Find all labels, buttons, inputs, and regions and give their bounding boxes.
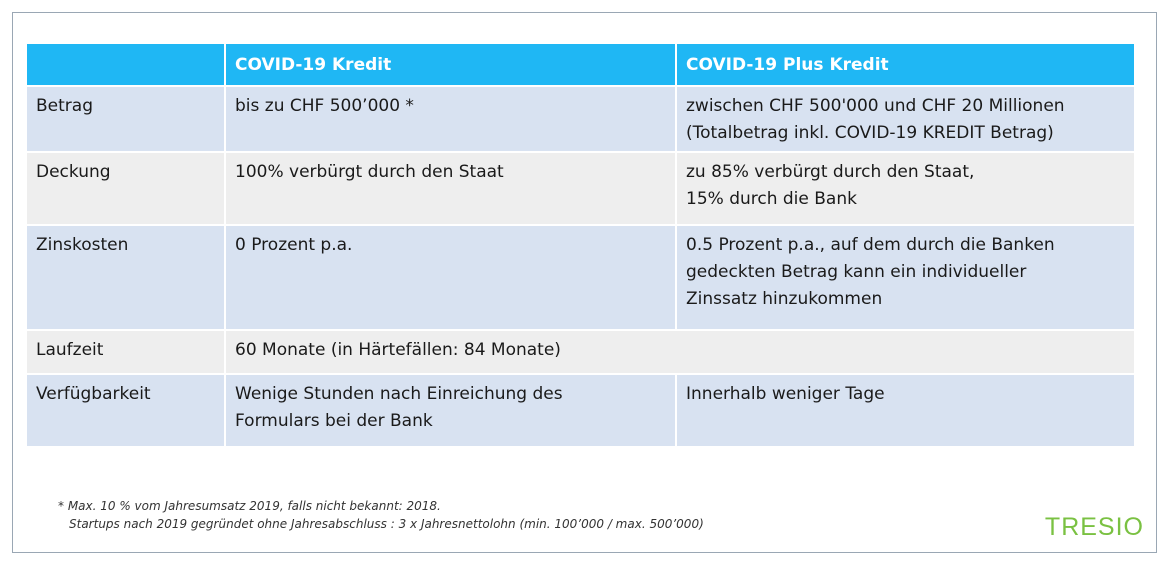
row-label-zinskosten: Zinskosten [27, 225, 225, 330]
brand-logo-text: TRESIO [1044, 513, 1144, 541]
row-label-betrag: Betrag [27, 86, 225, 152]
cell-kredit-zinskosten [225, 225, 676, 330]
cell-line: 0.5 Prozent p.a., auf dem durch die Banken [686, 235, 1055, 255]
header-covid-plus-kredit: COVID-19 Plus Kredit [676, 44, 1134, 86]
cell-line: 15% durch die Bank [686, 189, 857, 209]
row-label-verfuegbarkeit: Verfügbarkeit [27, 374, 225, 446]
cell-line: gedeckten Betrag kann ein individueller [686, 262, 1027, 282]
cell-line: bis zu CHF 500’000 * [235, 96, 414, 116]
cell-line: Formulars bei der Bank [235, 411, 433, 431]
row-label-deckung: Deckung [27, 152, 225, 225]
table-row [27, 152, 1134, 225]
cell-plus-zinskosten [676, 225, 1134, 330]
cell-line: Innerhalb weniger Tage [686, 384, 885, 404]
cell-plus-deckung [676, 152, 1134, 225]
cell-kredit-verfuegbarkeit [225, 374, 676, 446]
table-row [27, 86, 1134, 152]
header-covid-kredit: COVID-19 Kredit [225, 44, 676, 86]
row-label-laufzeit: Laufzeit [27, 330, 225, 374]
table-row [27, 374, 1134, 446]
footnote [58, 497, 704, 533]
cell-line: 0 Prozent p.a. [235, 235, 353, 255]
cell-line: zwischen CHF 500'000 und CHF 20 Millionen [686, 96, 1065, 116]
cell-kredit-deckung [225, 152, 676, 225]
cell-plus-betrag [676, 86, 1134, 152]
table-row [27, 225, 1134, 330]
cell-line: zu 85% verbürgt durch den Staat, [686, 162, 975, 182]
table-row [27, 330, 1134, 374]
cell-laufzeit-combined: 60 Monate (in Härtefällen: 84 Monate) [225, 330, 1134, 374]
cell-line: 100% verbürgt durch den Staat [235, 162, 504, 182]
cell-line: Wenige Stunden nach Einreichung des [235, 384, 563, 404]
header-empty [27, 44, 225, 86]
cell-line: Zinssatz hinzukommen [686, 289, 883, 309]
footnote-line-2: Startups nach 2019 gegründet ohne Jahresabschluss : 3 x Jahresnettolohn (min. 100’000 / max. 500’000) [69, 517, 704, 531]
credit-comparison-table [27, 44, 1134, 446]
cell-kredit-betrag [225, 86, 676, 152]
footnote-line-1: * Max. 10 % vom Jahresumsatz 2019, falls nicht bekannt: 2018. [58, 499, 441, 513]
table-header-row [27, 44, 1134, 86]
cell-plus-verfuegbarkeit [676, 374, 1134, 446]
cell-line: (Totalbetrag inkl. COVID-19 KREDIT Betrag) [686, 123, 1054, 143]
